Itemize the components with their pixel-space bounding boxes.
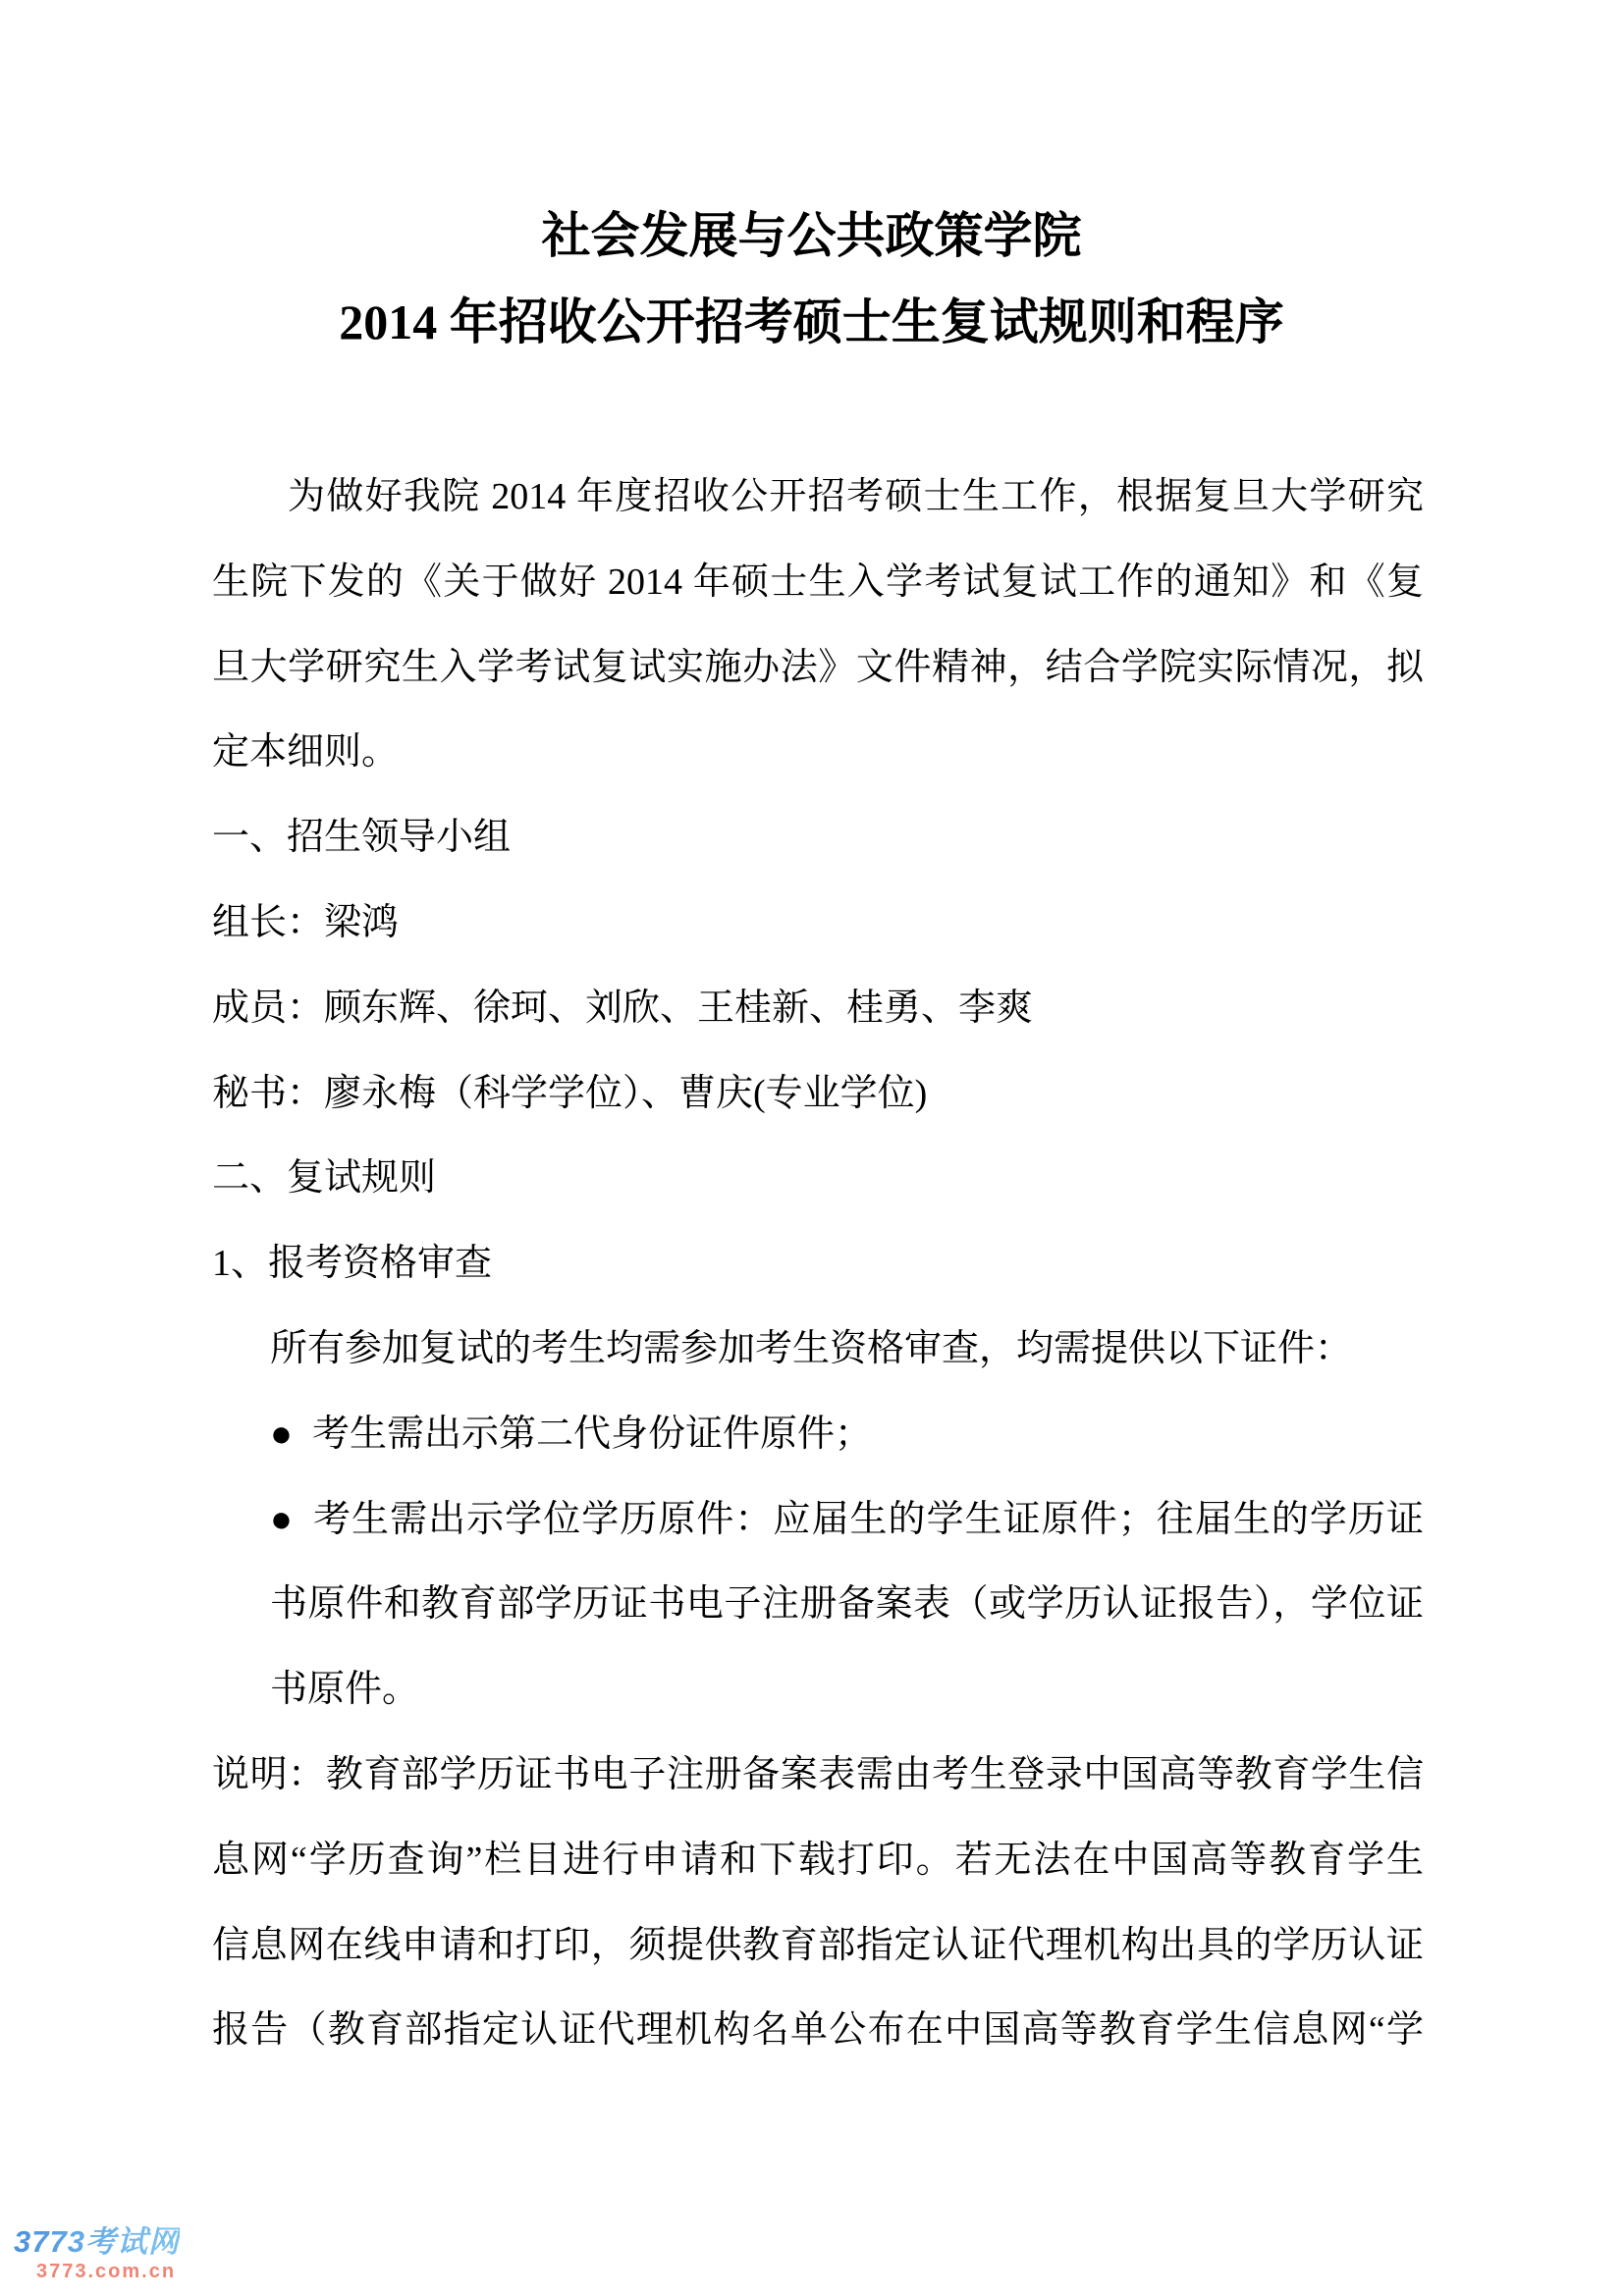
bullet-icon: ● [270,1498,294,1540]
body-line: 为做好我院 2014 年度招收公开招考硕士生工作，根据复旦大学研究 [288,476,1424,517]
doc-title-line-1: 社会发展与公共政策学院 [541,208,1082,263]
doc-title-line-2: 2014 年招收公开招考硕士生复试规则和程序 [339,294,1284,349]
bullet-list-item [212,1477,1424,1563]
body-line: 报告（教育部指定认证代理机构名单公布在中国高等教育学生信息网“学 [212,2009,1424,2052]
watermark-brand-logo: 3773考试网 [14,2224,180,2259]
body-line-subsection-heading: 1、报考资格审查 [212,1243,493,1285]
body-line: 秘书：廖永梅（科学学位）、曹庆(专业学位) [212,1072,928,1114]
body-line: 所有参加复试的考生均需参加考生资格审查，均需提供以下证件： [270,1327,1353,1369]
body-line: 生院下发的《关于做好 2014 年硕士生入学考试复试工作的通知》和《复 [212,561,1424,603]
bullet-item-text: 考生需出示第二代身份证件原件； [311,1413,872,1455]
document-header [0,0,1623,365]
watermark-domain-text: 3773.com.cn [36,2261,177,2282]
bullet-list-item [212,1392,1424,1477]
body-line: 说明：教育部学历证书电子注册备案表需由考生登录中国高等教育学生信 [212,1753,1424,1795]
body-line-section-heading: 二、复试规则 [212,1157,437,1200]
body-line: 息网“学历查询”栏目进行申请和下载打印。若无法在中国高等教育学生 [212,1839,1424,1881]
body-line: 旦大学研究生入学考试复试实施办法》文件精神，结合学院实际情况，拟 [212,646,1424,688]
body-line: 组长：梁鸿 [212,901,400,943]
bullet-item-text: 考生需出示学位学历原件：应届生的学生证原件；往届生的学历证 [313,1498,1424,1540]
body-line: 信息网在线申请和打印，须提供教育部指定认证代理机构出具的学历认证 [212,1924,1424,1966]
bullet-icon: ● [270,1413,293,1455]
body-line: 定本细则。 [212,731,400,774]
body-line: 书原件和教育部学历证书电子注册备案表（或学历认证报告），学位证 [270,1583,1424,1626]
document-body [0,454,1623,2073]
site-watermark [14,2226,180,2281]
body-line: 成员：顾东辉、徐珂、刘欣、王桂新、桂勇、李爽 [212,987,1034,1029]
body-line: 书原件。 [270,1669,420,1711]
body-line-section-heading: 一、招生领导小组 [212,817,512,859]
